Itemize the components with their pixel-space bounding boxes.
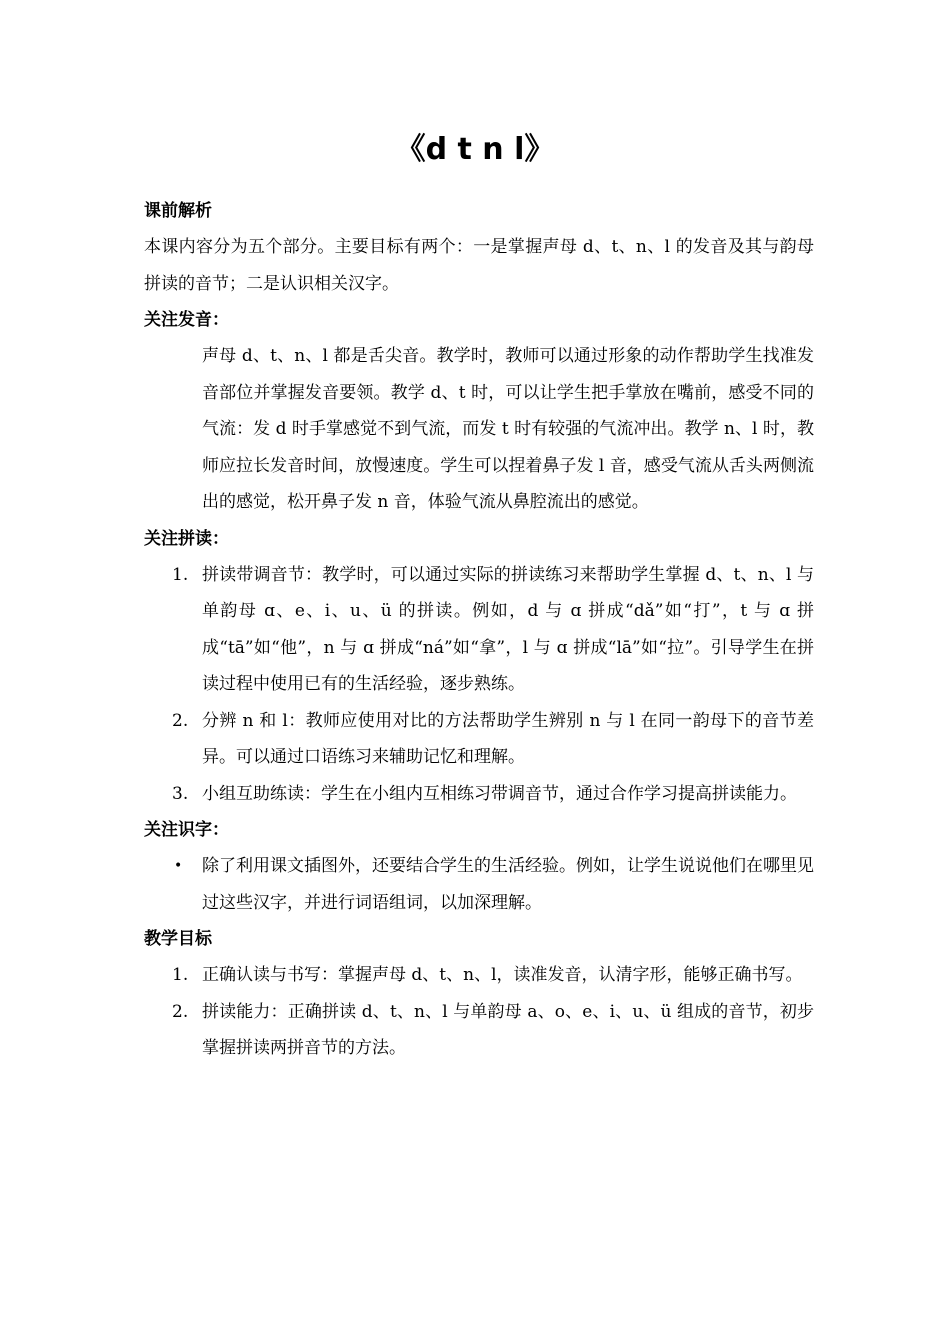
- list-item: [144, 703, 814, 776]
- bullet-icon: •: [174, 858, 183, 874]
- goals-list: [144, 957, 814, 1067]
- list-item: [144, 848, 814, 921]
- document-title: 《d t n l》: [395, 132, 555, 167]
- list-item-text: 分辨 n 和 l：教师应使用对比的方法帮助学生辨别 n 与 l 在同一韵母下的音节差异。可以通过口语练习来辅助记忆和理解。: [202, 710, 814, 767]
- list-number: 1.: [172, 965, 189, 985]
- list-item-text: 拼读带调音节：教学时，可以通过实际的拼读练习来帮助学生掌握 d、t、n、l 与单韵母 ɑ、e、i、u、ü 的拼读。例如，d 与 ɑ 拼成“dǎ”如“打”，t 与 ɑ 拼成“tā”如“他”，n 与 ɑ 拼成“ná”如“拿”，l 与 ɑ 拼成“lā”如“拉”。引导学生在拼读过程中使用已有的生活经验，逐步熟练。: [202, 564, 814, 694]
- list-number: 3.: [172, 783, 189, 804]
- pronunciation-paragraph: 声母 d、t、n、l 都是舌尖音。教学时，教师可以通过形象的动作帮助学生找准发音部位并掌握发音要领。教学 d、t 时，可以让学生把手掌放在嘴前，感受不同的气流：发 d 时手掌感觉不到气流，而发 t 时有较强的气流冲出。教学 n、l 时，教师应拉长发音时间，放慢速度。学生可以捏着鼻子发 l 音，感受气流从舌头两侧流出的感觉，松开鼻子发 n 音，体验气流从鼻腔流出的感觉。: [202, 346, 814, 512]
- list-number: 2.: [172, 710, 189, 731]
- section-heading-goals: 教学目标: [144, 929, 212, 949]
- list-item-text: 除了利用课文插图外，还要结合学生的生活经验。例如，让学生说说他们在哪里见过这些汉字，并进行词语组词，以加深理解。: [202, 856, 814, 913]
- document-body: [144, 193, 814, 1067]
- section-heading-prelesson: 课前解析: [144, 201, 212, 221]
- section-heading-spelling: 关注拼读：: [144, 528, 229, 549]
- list-item: [144, 994, 814, 1067]
- section-heading-pronunciation: 关注发音：: [144, 310, 229, 330]
- literacy-list: [144, 848, 814, 921]
- list-item-text: 拼读能力：正确拼读 d、t、n、l 与单韵母 a、o、e、i、u、ü 组成的音节，初步掌握拼读两拼音节的方法。: [202, 1001, 814, 1058]
- list-item: [144, 776, 814, 813]
- prelesson-paragraph: 本课内容分为五个部分。主要目标有两个：一是掌握声母 d、t、n、l 的发音及其与韵母拼读的音节；二是认识相关汉字。: [144, 237, 814, 294]
- list-item: [144, 957, 814, 994]
- list-item: [144, 557, 814, 703]
- list-item-text: 正确认读与书写：掌握声母 d、t、n、l，读准发音，认清字形，能够正确书写。: [202, 965, 803, 985]
- list-number: 1.: [172, 564, 189, 585]
- list-number: 2.: [172, 1001, 189, 1022]
- spelling-list: [144, 557, 814, 813]
- list-item-text: 小组互助练读：学生在小组内互相练习带调音节，通过合作学习提高拼读能力。: [202, 783, 797, 804]
- section-heading-literacy: 关注识字：: [144, 820, 229, 840]
